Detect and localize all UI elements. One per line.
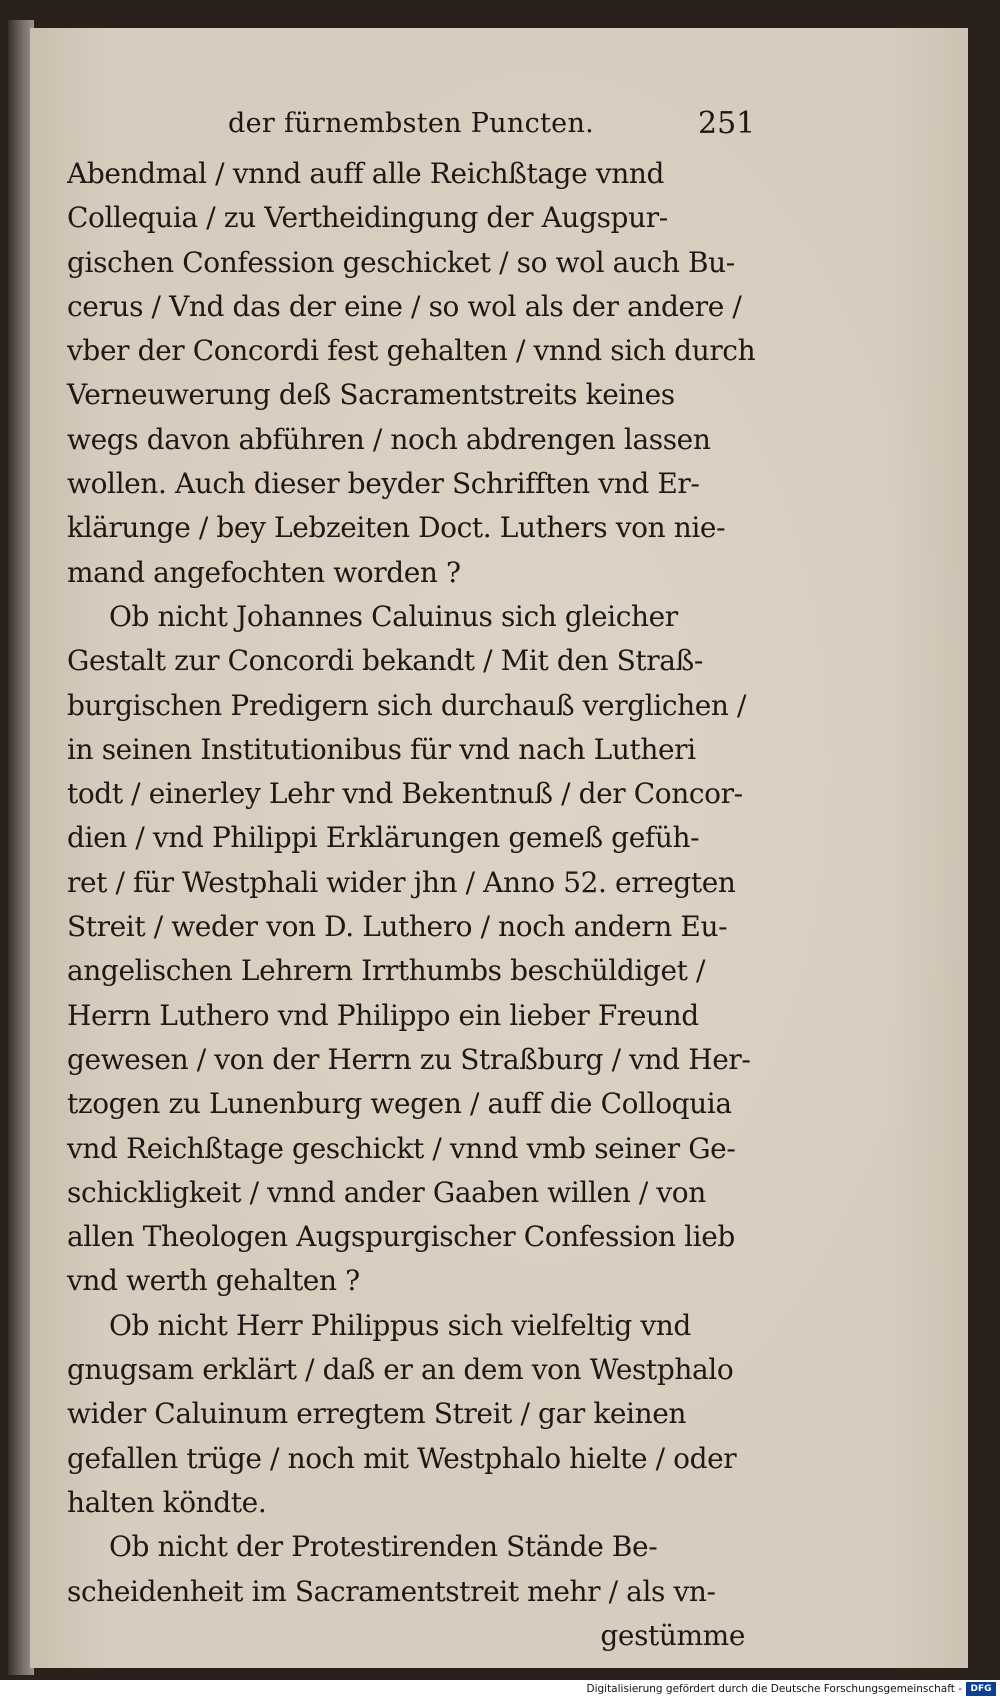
text-line: vber der Concordi fest gehalten / vnnd sich durch — [67, 334, 756, 368]
text-line: vnd werth gehalten ? — [67, 1264, 360, 1298]
text-line: gefallen trüge / noch mit Westphalo hielte / oder — [67, 1441, 737, 1475]
book-page — [30, 28, 968, 1668]
text-line: burgischen Predigern sich durchauß verglichen / — [67, 688, 747, 722]
catchword: gestümme — [600, 1618, 745, 1652]
text-line: gnugsam erklärt / daß er an dem von Westphalo — [67, 1353, 734, 1387]
text-line: wider Caluinum erregtem Streit / gar keinen — [67, 1397, 687, 1431]
text-line: klärunge / bey Lebzeiten Doct. Luthers von nie- — [67, 511, 726, 545]
text-line: wollen. Auch dieser beyder Schrifften vnd Er- — [67, 467, 700, 501]
text-line: angelischen Lehrern Irrthumbs beschüldiget / — [67, 954, 706, 988]
text-line: in seinen Institutionibus für vnd nach Lutheri — [67, 732, 696, 766]
text-line: ret / für Westphali wider jhn / Anno 52. erregten — [67, 865, 736, 899]
page-number: 251 — [698, 106, 756, 141]
funding-credit: Digitalisierung gefördert durch die Deutsche Forschungsgemeinschaft - — [586, 1683, 962, 1695]
text-line: vnd Reichßtage geschickt / vnnd vmb seiner Ge- — [67, 1131, 736, 1165]
text-line: Herrn Luthero vnd Philippo ein lieber Freund — [67, 998, 699, 1032]
text-line: allen Theologen Augspurgischer Confession lieb — [67, 1220, 735, 1254]
text-line: schickligkeit / vnnd ander Gaaben willen / von — [67, 1175, 706, 1209]
text-line: tzogen zu Lunenburg wegen / auff die Colloquia — [67, 1087, 732, 1121]
text-line: gewesen / von der Herrn zu Straßburg / vnd Her- — [67, 1042, 751, 1076]
text-line: cerus / Vnd das der eine / so wol als der andere / — [67, 289, 742, 323]
text-line: Collequia / zu Vertheidingung der Augspur- — [67, 201, 668, 235]
text-line: Abendmal / vnnd auff alle Reichßtage vnnd — [67, 157, 665, 190]
dfg-logo: DFG — [966, 1682, 996, 1696]
body-text — [67, 152, 756, 1658]
text-line: mand angefochten worden ? — [67, 555, 461, 589]
paragraph-start-line: Ob nicht der Protestirenden Stände Be- — [109, 1530, 658, 1564]
text-line: wegs davon abführen / noch abdrengen lassen — [67, 422, 711, 456]
text-line: Streit / weder von D. Luthero / noch andern Eu- — [67, 910, 728, 944]
text-line: Gestalt zur Concordi bekandt / Mit den Straß- — [67, 644, 703, 678]
text-line: todt / einerley Lehr vnd Bekentnuß / der Concor- — [67, 777, 743, 811]
paragraph-start-line: Ob nicht Herr Philippus sich vielfeltig vnd — [109, 1308, 691, 1342]
text-line: scheidenheit im Sacramentstreit mehr / als vn- — [67, 1574, 716, 1608]
text-line: gischen Confession geschicket / so wol auch Bu- — [67, 245, 735, 279]
text-line: halten köndte. — [67, 1485, 267, 1519]
text-line: dien / vnd Philippi Erklärungen gemeß gefüh- — [67, 821, 700, 855]
running-head: der fürnembsten Puncten. — [228, 108, 595, 139]
text-line: Verneuwerung deß Sacramentstreits keines — [67, 378, 675, 412]
paragraph-start-line: Ob nicht Johannes Caluinus sich gleicher — [109, 599, 678, 633]
